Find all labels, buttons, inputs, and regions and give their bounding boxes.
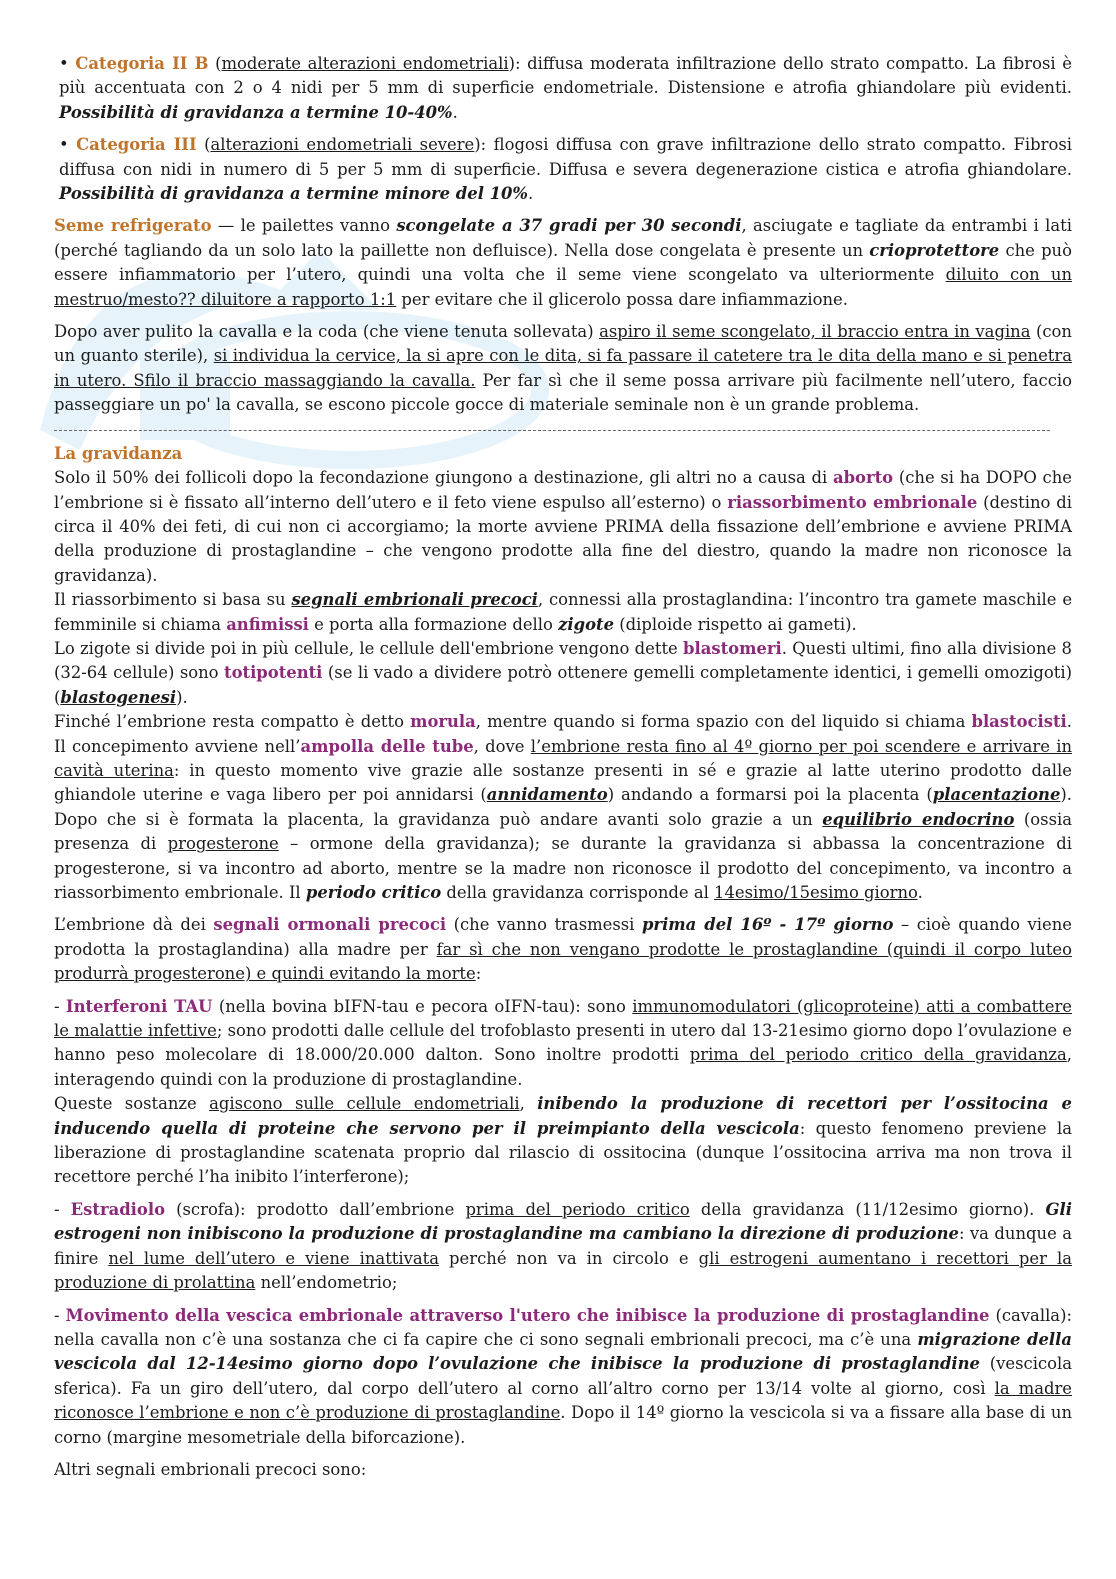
paragraph-categoria-ii-b: • Categoria II B (moderate alterazioni endometriali): diffusa moderata infiltrazione dello strato compatto. La fibrosi è più accentuata con 2 o 4 nidi per 5 mm di superficie endometriale. Distensione e atrofia ghiandolare più evidenti. Possibilità di gravidanza a termine 10-40%. bbox=[59, 54, 1072, 122]
paragraph-follicoli: Solo il 50% dei follicoli dopo la fecondazione giungono a destinazione, gli altri no a causa di aborto (che si ha DOPO che l’embrione si è fissato all’interno dell’utero e il feto viene espulso all’esterno) o riassorbimento embrionale (destino di circa il 40% dei feti, di cui non ci accorgiamo; la morte avviene PRIMA della fissazione dell’embrione e avviene PRIMA della produzione di prostaglandine – che vengono prodotte alla fine del diestro, quando la madre non riconosce la gravidanza). bbox=[54, 468, 1073, 585]
paragraph-interferoni: - Interferoni TAU (nella bovina bIFN-tau e pecora oIFN-tau): sono immunomodulatori (glicoproteine) atti a combattere le malattie infettive; sono prodotti dalle cellule del trofoblasto presenti in utero dal 13-21esimo giorno dopo l’ovulazione e hanno peso molecolare di 18.000/20.000 dalton. Sono inoltre prodotti prima del periodo critico della gravidanza, interagendo quindi con la produzione di prostaglandine. bbox=[54, 996, 1073, 1089]
paragraph-altri-segnali: Altri segnali embrionali precoci sono: bbox=[54, 1459, 367, 1479]
paragraph-categoria-iii: • Categoria III (alterazioni endometriali severe): flogosi diffusa con grave infiltrazione dello strato compatto. Fibrosi diffusa con nidi in numero di 5 per 5 mm di superficie. Diffusa e severa degenerazione cistica e atrofia ghiandolare. Possibilità di gravidanza a termine minore del 10%. bbox=[59, 135, 1072, 204]
paragraph-movimento-vescica: - Movimento della vescica embrionale attraverso l'utero che inibisce la produzione di prostaglandine (cavalla): nella cavalla non c’è una sostanza che ci fa capire che ci sono segnali embrionali precoci, ma c’è una migrazione della vescicola dal 12-14esimo giorno dopo l’ovulazione che inibisce la produzione di prostaglandine (vescicola sferica). Fa un giro dell’utero, dal corpo dell’utero al corno all’altro corno per 13/14 volte al giorno, così la madre riconosce l’embrione e non c’è produzione di prostaglandine. Dopo il 14º giorno la vescicola si va a fissare alla base di un corno (margine mesometriale della biforcazione). bbox=[54, 1305, 1073, 1447]
paragraph-ossitocina: Queste sostanze agiscono sulle cellule endometriali, inibendo la produzione di recettori per l’ossitocina e inducendo quella di proteine che servono per il preimpianto della vescicola: questo fenomeno previene la liberazione di prostaglandine scatenata proprio dal rilascio di ossitocina (dunque l’ossitocina arriva ma non trova il recettore perché l’ha inibito l’interferone); bbox=[54, 1094, 1072, 1187]
section-heading-gravidanza: La gravidanza bbox=[54, 443, 183, 463]
paragraph-zigote: Lo zigote si divide poi in più cellule, le cellule dell'embrione vengono dette blastomeri. Questi ultimi, fino alla divisione 8 (32-64 cellule) sono totipotenti (se li vado a dividere potrò ottenere gemelli completamente identici, i gemelli omozigoti)(blastogenesi). bbox=[54, 638, 1072, 707]
paragraph-inseminazione: Dopo aver pulito la cavalla e la coda (che viene tenuta sollevata) aspiro il seme scongelato, il braccio entra in vagina (con un guanto sterile), si individua la cervice, la si apre con le dita, si fa passare il catetere tra le dita della mano e si penetra in utero. Sfilo il braccio massaggiando la cavalla. Per far sì che il seme possa arrivare più facilmente nell’utero, faccio passeggiare un po' la cavalla, se escono piccole gocce di materiale seminale non è un grande problema. bbox=[54, 322, 1073, 415]
term-seme-refrigerato: Seme refrigerato bbox=[54, 216, 212, 236]
dashed-divider bbox=[54, 418, 1072, 442]
paragraph-morula: Finché l’embrione resta compatto è detto morula, mentre quando si forma spazio con del liquido si chiama blastocisti. Il concepimento avviene nell’ampolla delle tube, dove l’embrione resta fino al 4º giorno per poi scendere e arrivare in cavità uterina: in questo momento vive grazie alle sostanze presenti in sé e grazie al latte uterino prodotto dalle ghiandole uterine e vaga libero per poi annidarsi (annidamento) andando a formarsi poi la placenta (placentazione). Dopo che si è formata la placenta, la gravidanza può andare avanti solo grazie a un equilibrio endocrino (ossia presenza di progesterone – ormone della gravidanza); se durante la gravidanza si abbassa la concentrazione di progesterone, si va incontro ad aborto, mentre se la madre non riconosce il prodotto del concepimento, va incontro a riassorbimento embrionale. Il periodo critico della gravidanza corrisponde al 14esimo/15esimo giorno. bbox=[54, 712, 1073, 902]
paragraph-segnali-ormonali: L’embrione dà dei segnali ormonali precoci (che vanno trasmessi prima del 16º - 17º giorno – cioè quando viene prodotta la prostaglandina) alla madre per far sì che non vengano prodotte le prostaglandine (quindi il corpo luteo produrrà progesterone) e quindi evitando la morte: bbox=[54, 915, 1072, 984]
term-categoria-ii-b: Categoria II B bbox=[75, 54, 209, 73]
paragraph-estradiolo: - Estradiolo (scrofa): prodotto dall’embrione prima del periodo critico della gravidanza (11/12esimo giorno). Gli estrogeni non inibiscono la produzione di prostaglandine ma cambiano la direzione di produzione: va dunque a finire nel lume dell’utero e viene inattivata perché non va in circolo e gli estrogeni aumentano i recettori per la produzione di prolattina nell’endometrio; bbox=[54, 1199, 1072, 1293]
paragraph-seme-refrigerato: Seme refrigerato — le pailettes vanno scongelate a 37 gradi per 30 secondi, asciugate e tagliate da entrambi i lati (perché tagliando da un solo lato la paillette non defluisce). Nella dose congelata è presente un crioprotettore che può essere infiammatorio per l’utero, quindi una volta che il seme viene scongelato va ulteriormente diluito con un mestruo/mesto?? diluitore a rapporto 1:1 per evitare che il glicerolo possa dare infiammazione. bbox=[54, 216, 1073, 309]
document-page bbox=[54, 52, 1072, 1482]
paragraph-riassorbimento: Il riassorbimento si basa su segnali embrionali precoci, connessi alla prostaglandina: l’incontro tra gamete maschile e femminile si chiama anfimissi e porta alla formazione dello zigote (diploide rispetto ai gameti). bbox=[54, 590, 1073, 634]
term-categoria-iii: Categoria III bbox=[76, 135, 197, 155]
